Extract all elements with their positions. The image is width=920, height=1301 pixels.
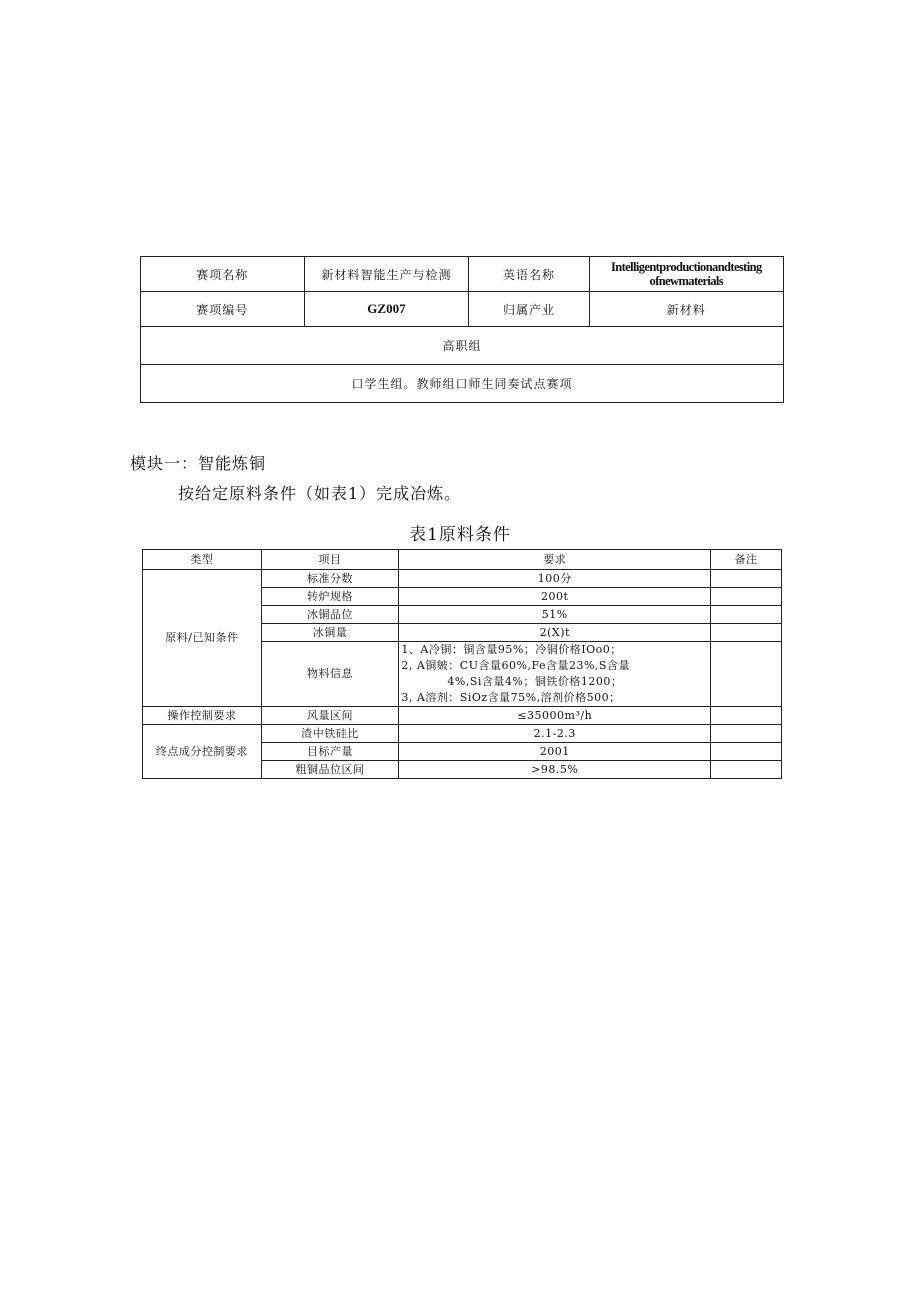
remark-cell — [711, 743, 782, 761]
english-name-line2: ofnewmaterials — [649, 274, 724, 288]
header-type: 类型 — [143, 550, 262, 570]
group-raw-material: 原料/已知条件 — [143, 570, 262, 707]
remark-cell — [711, 642, 782, 707]
group-level: 高职组 — [141, 327, 784, 365]
requirement-cell: ≤35000m³/h — [399, 707, 711, 725]
item-cell: 冰铜品位 — [261, 606, 399, 624]
industry-label: 归属产业 — [469, 292, 589, 327]
header-item: 项目 — [261, 550, 399, 570]
materials-line: 1、A冷铜：铜含量95%；冷铜价格IOo0； — [401, 643, 622, 656]
table-row — [143, 707, 782, 725]
header-remark: 备注 — [711, 550, 782, 570]
table-row — [141, 327, 784, 365]
remark-cell — [711, 725, 782, 743]
item-cell: 风量区间 — [261, 707, 399, 725]
competition-info-table — [140, 256, 784, 403]
table-row — [141, 292, 784, 327]
group-operation-control: 操作控制要求 — [143, 707, 262, 725]
remark-cell — [711, 588, 782, 606]
remark-cell — [711, 606, 782, 624]
remark-cell — [711, 624, 782, 642]
materials-info-cell — [399, 642, 711, 707]
requirement-cell: >98.5% — [399, 761, 711, 779]
requirement-cell: 2.1-2.3 — [399, 725, 711, 743]
remark-cell — [711, 707, 782, 725]
materials-line: 2, A铜皴：CU含量60%,Fe含量23%,S含量 — [401, 659, 630, 672]
english-name-line1: Intelligentproductionandtesting — [610, 260, 762, 274]
item-cell: 标准分数 — [261, 570, 399, 588]
table-row — [143, 570, 782, 588]
requirement-cell: 2001 — [399, 743, 711, 761]
item-cell: 转炉规格 — [261, 588, 399, 606]
remark-cell — [711, 761, 782, 779]
requirement-cell: 100分 — [399, 570, 711, 588]
module-heading: 模块一：智能炼铜 — [130, 454, 267, 473]
materials-line: 4%,Si含量4%；铜铁价格1200； — [447, 675, 623, 688]
industry-value: 新材料 — [589, 292, 783, 327]
item-cell: 冰铜量 — [261, 624, 399, 642]
raw-material-table — [142, 549, 782, 779]
english-name-value — [589, 257, 783, 292]
intro-text: 按给定原料条件（如表1）完成冶炼。 — [178, 484, 462, 503]
requirement-cell: 2(X)t — [399, 624, 711, 642]
table-row — [141, 257, 784, 292]
requirement-cell: 200t — [399, 588, 711, 606]
table-row — [143, 725, 782, 743]
event-name-label: 赛项名称 — [141, 257, 305, 292]
item-cell: 粗铜品位区间 — [261, 761, 399, 779]
table-row — [141, 365, 784, 403]
item-cell: 物料信息 — [261, 642, 399, 707]
item-cell: 目标产量 — [261, 743, 399, 761]
group-endpoint-control: 终点成分控制要求 — [143, 725, 262, 779]
remark-cell — [711, 570, 782, 588]
materials-line: 3, A溶剂：SiOz含量75%,溶剂价格500； — [401, 691, 621, 704]
table-header-row — [143, 550, 782, 570]
header-requirement: 要求 — [399, 550, 711, 570]
group-options: 口学生组。教师组口师生同奏试点赛项 — [141, 365, 784, 403]
item-cell: 渣中铁硅比 — [261, 725, 399, 743]
table-caption: 表1原料条件 — [409, 525, 511, 545]
english-name-label: 英语名称 — [469, 257, 589, 292]
event-code-label: 赛项编号 — [141, 292, 305, 327]
event-name-value: 新材料智能生产与检测 — [304, 257, 469, 292]
event-code-value: GZ007 — [304, 292, 469, 327]
requirement-cell: 51% — [399, 606, 711, 624]
